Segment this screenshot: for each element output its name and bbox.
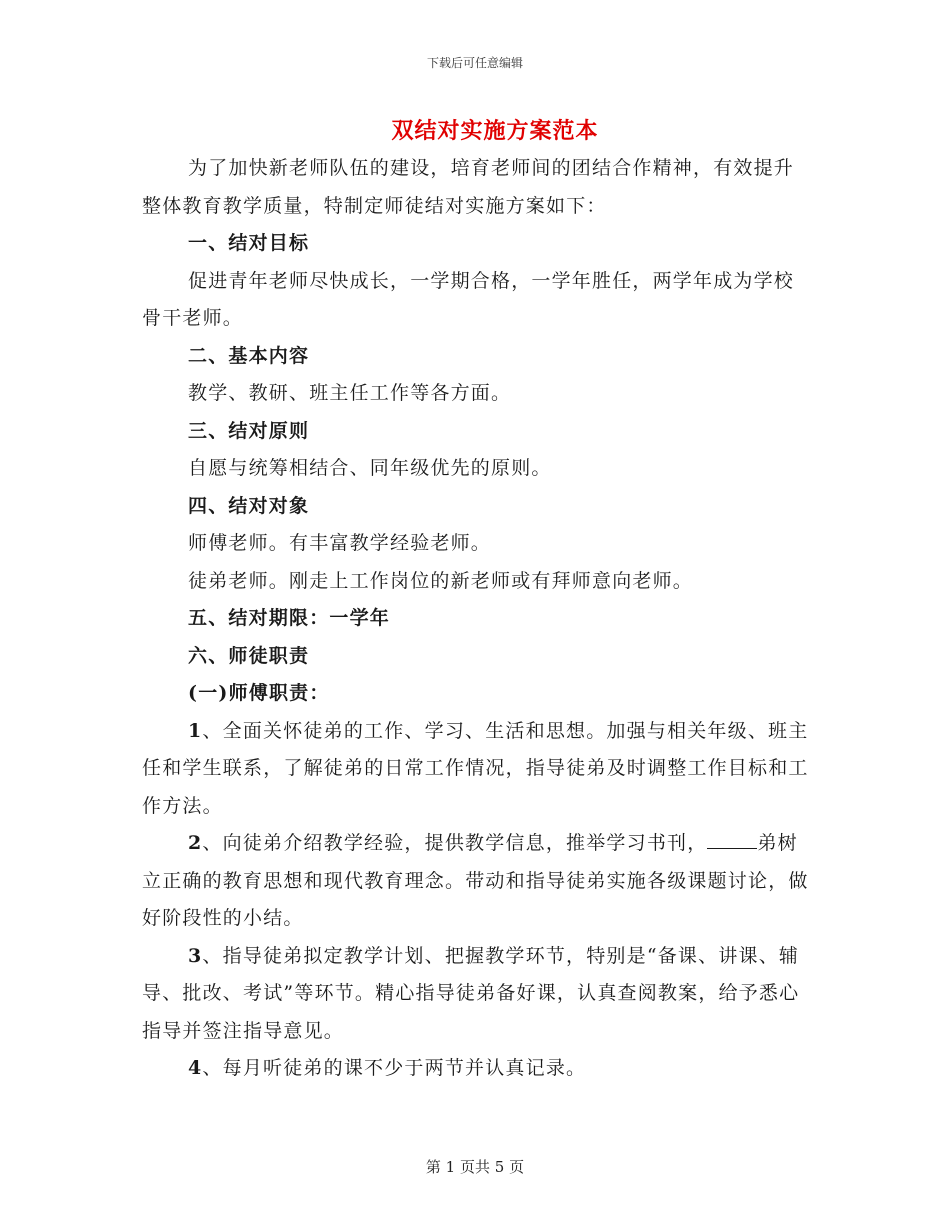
section-heading-4: 四、结对对象 — [188, 494, 310, 517]
section-text-3: 自愿与统筹相结合、同年级优先的原则。 — [188, 457, 552, 479]
duty-item-text: 、每月听徒弟的课不少于两节并认真记录。 — [202, 1057, 587, 1079]
page-footer: 第 1 页共 5 页 — [425, 1158, 525, 1176]
intro-paragraph: 为了加快新老师队伍的建设，培育老师间的团结合作精神，有效提升整体教育教学质量，特制定师徒结对实施方案如下： — [142, 157, 795, 217]
duty-item-text-continued: 弟树立正确的教育思想和现代教育理念。带动和指导徒弟实施各级课题讨论，做好阶段性的小结。 — [142, 832, 809, 929]
document-body — [142, 150, 812, 1088]
duty-item-4 — [142, 1050, 812, 1088]
duty-item-2 — [142, 825, 812, 938]
section-text-1: 促进青年老师尽快成长，一学期合格，一学年胜任，两学年成为学校骨干老师。 — [142, 269, 795, 329]
duty-item-1 — [142, 713, 812, 826]
duty-item-number: 1 — [188, 719, 203, 742]
document-title: 双结对实施方案范本 — [391, 118, 599, 144]
duty-item-number: 4 — [188, 1057, 203, 1079]
section-heading-3: 三、结对原则 — [188, 419, 310, 442]
duty-item-text: 、全面关怀徒弟的工作、学习、生活和思想。加强与相关年级、班主任和学生联系，了解徒弟的日常工作情况，指导徒弟及时调整工作目标和工作方法。 — [142, 719, 809, 817]
section-heading-2: 二、基本内容 — [188, 344, 310, 367]
section-heading-1: 一、结对目标 — [188, 232, 310, 254]
section-text-2: 教学、教研、班主任工作等各方面。 — [188, 382, 512, 404]
duty-item-3 — [142, 938, 812, 1051]
duty-item-text: 、指导徒弟拟定教学计划、把握教学环节，特别是“备课、讲课、辅导、批改、考试”等环节。精心指导徒弟备好课，认真查阅教案，给予悉心指导并签注指导意见。 — [142, 944, 800, 1042]
duty-item-text: 、向徒弟介绍教学经验，提供教学信息，推举学习书刊， — [202, 832, 708, 854]
section-heading-5: 五、结对期限：一学年 — [188, 607, 391, 629]
subsection-heading-mentor: (一)师傅职责： — [188, 682, 330, 704]
header-note: 下载后可任意编辑 — [426, 56, 523, 70]
section-text-4a: 师傅老师。有丰富教学经验老师。 — [188, 532, 492, 554]
duty-item-number: 2 — [188, 832, 203, 854]
section-text-4b: 徒弟老师。刚走上工作岗位的新老师或有拜师意向老师。 — [188, 569, 694, 592]
section-heading-6: 六、师徒职责 — [188, 644, 310, 667]
duty-item-number: 3 — [188, 944, 203, 967]
blank-underline — [707, 830, 757, 849]
